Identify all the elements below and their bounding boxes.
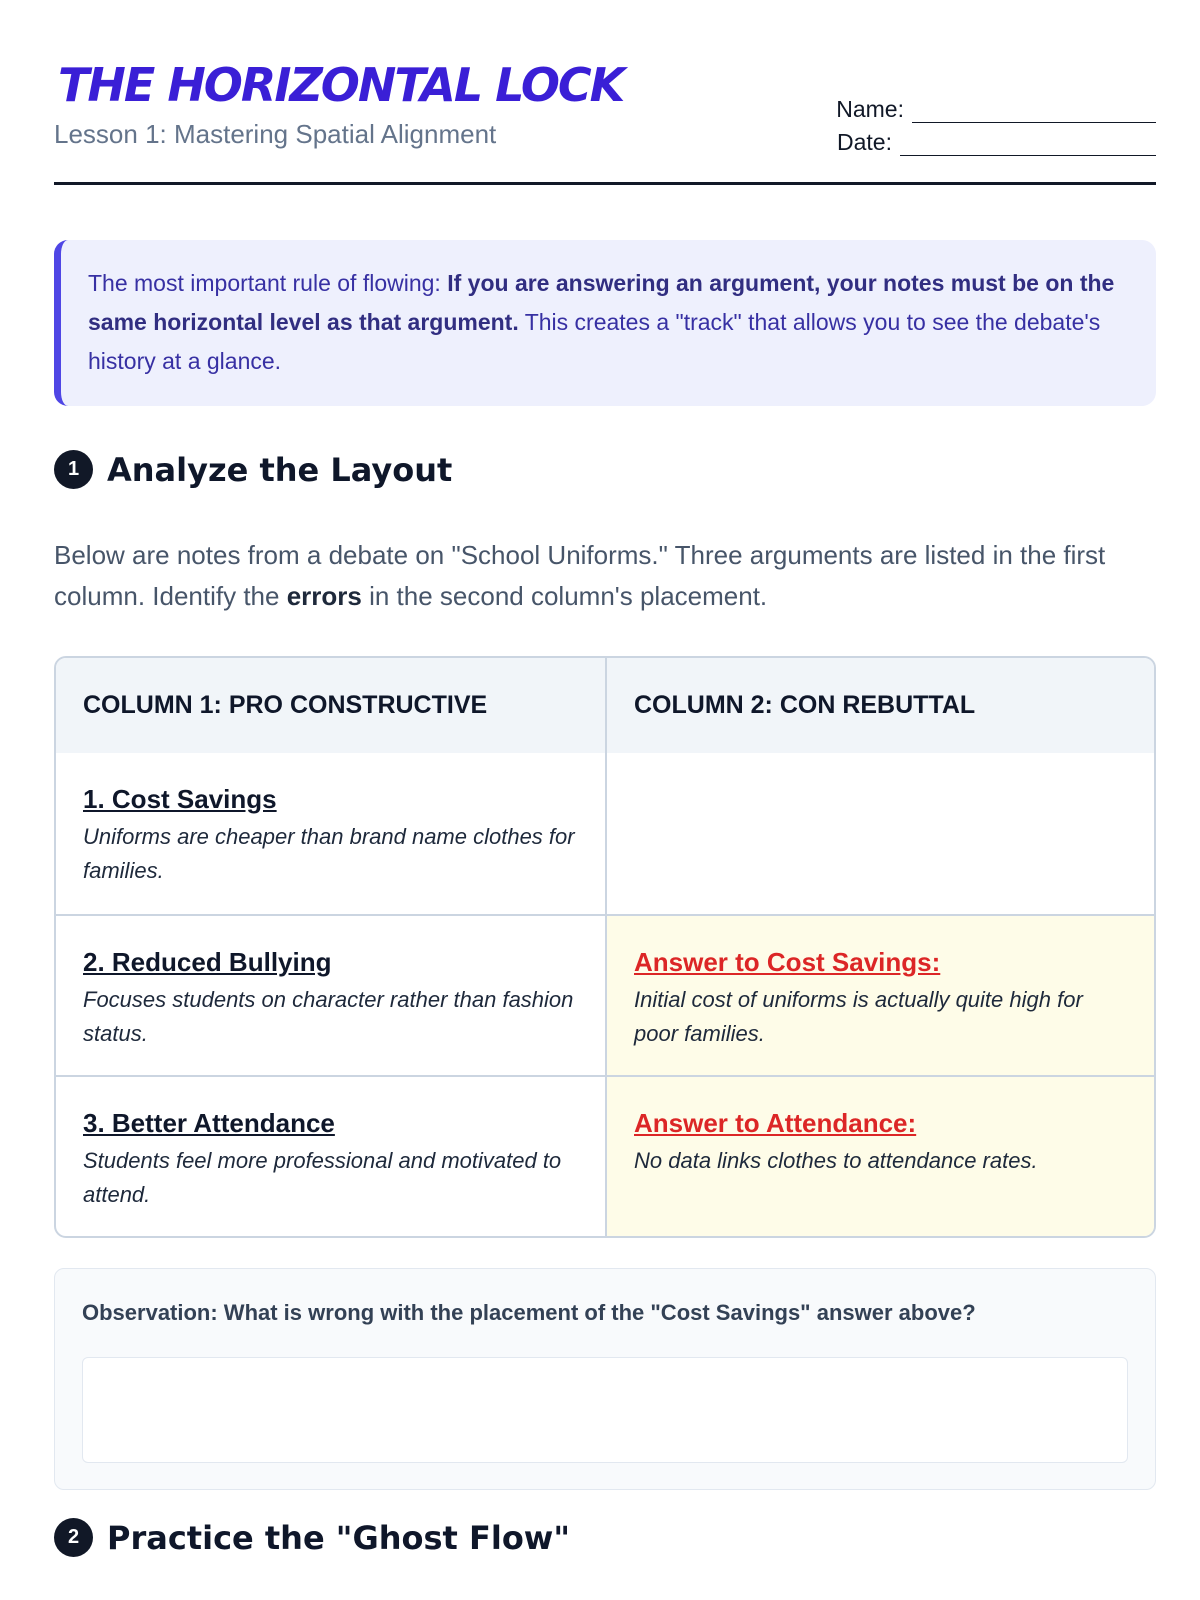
callout-tail: This creates a "track" that allows you to see the debate's history at a glance. <box>88 309 1101 374</box>
section-number-badge: 1 <box>54 450 93 489</box>
column-header-pro: COLUMN 1: PRO CONSTRUCTIVE <box>83 691 488 719</box>
argument-text: Focuses students on character rather than fashion status. <box>83 987 574 1046</box>
student-info <box>836 90 1156 156</box>
name-row <box>836 90 1156 123</box>
table-row <box>56 753 1154 914</box>
table-row <box>56 914 1154 1075</box>
observation-question: Observation: What is wrong with the placement of the "Cost Savings" answer above? <box>82 1300 976 1325</box>
name-label: Name: <box>836 96 904 122</box>
lesson-subtitle: Lesson 1: Mastering Spatial Alignment <box>54 119 497 149</box>
worksheet-page <box>54 0 1156 1557</box>
intro-text: Below are notes from a debate on "School Uniforms." Three arguments are listed in the first column. Identify the <box>54 540 1106 611</box>
section-2-heading <box>54 1518 570 1557</box>
argument-text: Students feel more professional and motivated to attend. <box>83 1148 562 1207</box>
table-header-row <box>56 658 1154 753</box>
argument-title: 3. Better Attendance <box>83 1108 335 1138</box>
page-title: THE HORIZONTAL LOCK <box>58 58 624 112</box>
section-title: Practice the "Ghost Flow" <box>107 1518 571 1557</box>
name-field[interactable] <box>912 101 1156 123</box>
section-number-badge: 2 <box>54 1518 93 1557</box>
con-cell <box>605 1077 1154 1236</box>
argument-text: Uniforms are cheaper than brand name clothes for families. <box>83 824 575 883</box>
observation-answer-field[interactable] <box>82 1357 1128 1463</box>
answer-text: No data links clothes to attendance rates. <box>634 1148 1038 1173</box>
argument-title: 1. Cost Savings <box>83 784 277 814</box>
section-1-intro <box>54 535 1156 617</box>
con-cell-empty <box>605 753 1154 914</box>
callout-lead: The most important rule of flowing: <box>88 270 448 296</box>
section-title: Analyze the Layout <box>107 450 453 489</box>
table-row <box>56 1075 1154 1236</box>
answer-text: Initial cost of uniforms is actually quite high for poor families. <box>634 987 1083 1046</box>
date-field[interactable] <box>900 134 1156 156</box>
worksheet-header <box>54 0 1156 185</box>
column-header-con: COLUMN 2: CON REBUTTAL <box>605 658 1154 753</box>
section-1-heading <box>54 450 452 489</box>
pro-cell <box>56 916 605 1075</box>
answer-title: Answer to Attendance: <box>634 1108 917 1138</box>
con-cell <box>605 916 1154 1075</box>
argument-title: 2. Reduced Bullying <box>83 947 332 977</box>
intro-bold: errors <box>286 581 362 611</box>
callout-bold: If you are answering an argument, your notes must be on the same horizontal level as that argument. <box>88 270 1115 335</box>
observation-box <box>54 1268 1156 1490</box>
pro-cell <box>56 1077 605 1236</box>
pro-cell <box>56 753 605 914</box>
answer-title: Answer to Cost Savings: <box>634 947 941 977</box>
rule-callout <box>54 240 1156 406</box>
intro-text-end: in the second column's placement. <box>361 581 768 611</box>
flow-table <box>54 656 1156 1238</box>
date-label: Date: <box>837 129 892 155</box>
date-row <box>836 123 1156 156</box>
